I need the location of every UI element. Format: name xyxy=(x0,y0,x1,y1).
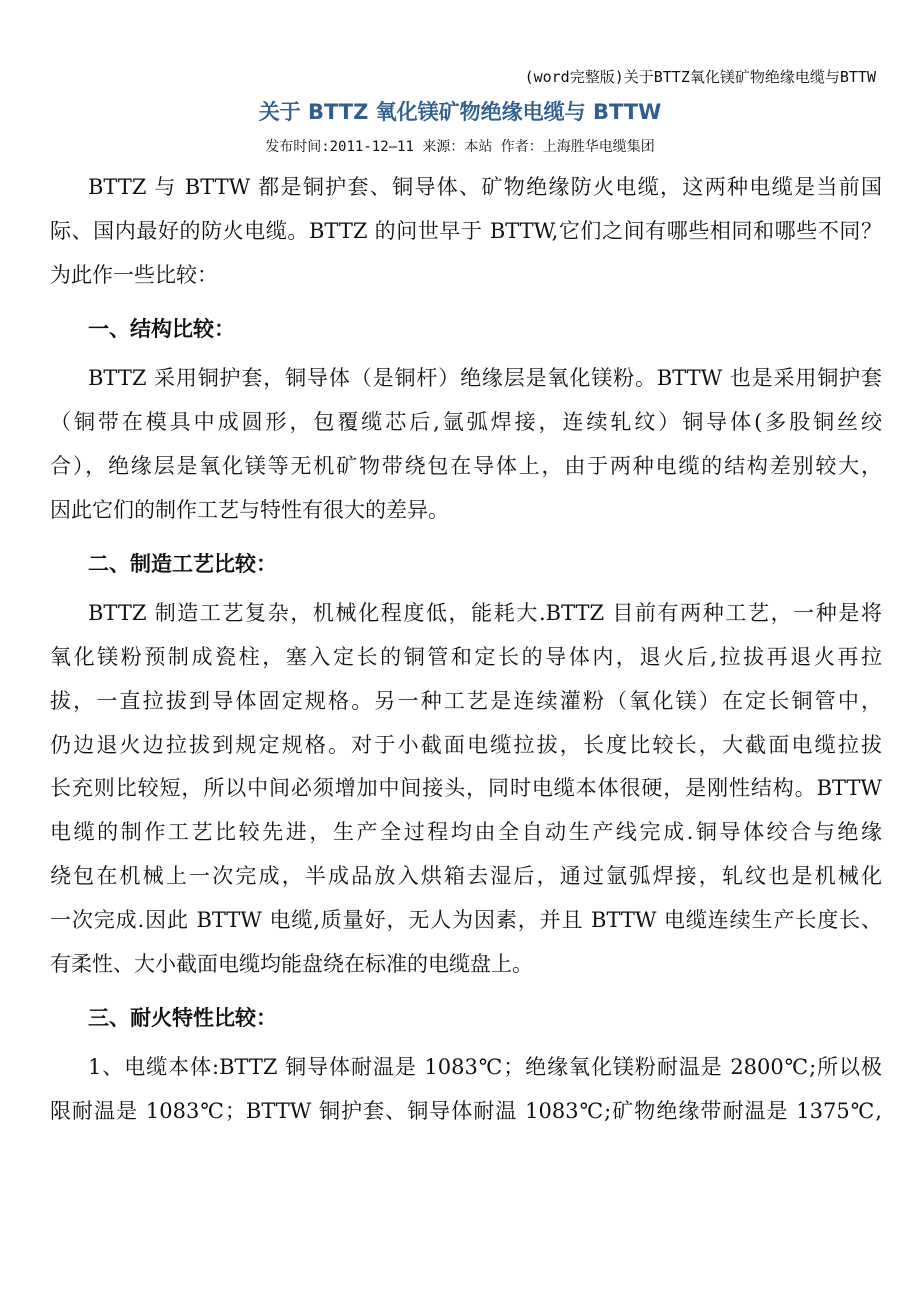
article-body xyxy=(50,166,882,1134)
section-heading: 一、结构比较： xyxy=(88,316,235,342)
article-title: 关于 BTTZ 氧化镁矿物绝缘电缆与 BTTW xyxy=(258,100,662,124)
section-heading: 三、耐火特性比较： xyxy=(88,1005,277,1031)
paragraph-line: 绕包在机械上一次完成，半成品放入烘箱去湿后，通过氩弧焊接，轧纹也是机械化 xyxy=(50,863,882,888)
paragraph-line: 1、电缆本体:BTTZ 铜导体耐温是 1083℃；绝缘氧化镁粉耐温是 2800℃;所以极 xyxy=(88,1055,882,1080)
paragraph-line: 合），绝缘层是氧化镁等无机矿物带绕包在导体上，由于两种电缆的结构差别较大， xyxy=(50,453,882,478)
paragraph xyxy=(50,357,882,532)
paragraph-line: 仍边退火边拉拔到规定规格。对于小截面电缆拉拔，长度比较长，大截面电缆拉拔 xyxy=(50,732,882,757)
paragraph xyxy=(50,1046,882,1134)
paragraph xyxy=(50,166,882,297)
paragraph-line: 际、国内最好的防火电缆。BTTZ 的问世早于 BTTW,它们之间有哪些相同和哪些不同？ xyxy=(50,218,882,243)
paragraph-line: 因此它们的制作工艺与特性有很大的差异。 xyxy=(50,497,449,522)
paragraph-line: 一次完成.因此 BTTW 电缆,质量好，无人为因素，并且 BTTW 电缆连续生产长度长、 xyxy=(50,907,882,932)
section-heading: 二、制造工艺比较： xyxy=(88,551,277,577)
paragraph-line: （铜带在模具中成圆形，包覆缆芯后,氩弧焊接，连续轧纹）铜导体(多股铜丝绞 xyxy=(50,409,882,434)
paragraph-line: 限耐温是 1083℃；BTTW 铜护套、铜导体耐温 1083℃;矿物绝缘带耐温是 1375℃, xyxy=(50,1098,882,1123)
paragraph-line: 拔，一直拉拔到导体固定规格。另一种工艺是连续灌粉（氧化镁）在定长铜管中， xyxy=(50,688,882,713)
paragraph-line: 氧化镁粉预制成瓷柱，塞入定长的铜管和定长的导体内，退火后,拉拔再退火再拉 xyxy=(50,644,882,669)
paragraph-line: 长充则比较短，所以中间必须增加中间接头，同时电缆本体很硬，是刚性结构。BTTW xyxy=(50,776,882,801)
paragraph-line: BTTZ 制造工艺复杂，机械化程度低，能耗大.BTTZ 目前有两种工艺，一种是将 xyxy=(88,601,882,626)
article-meta: 发布时间:2011-12—11 来源：本站 作者：上海胜华电缆集团 xyxy=(265,139,655,155)
paragraph-line: BTTZ 与 BTTW 都是铜护套、铜导体、矿物绝缘防火电缆，这两种电缆是当前国 xyxy=(88,175,882,199)
paragraph-line: 为此作一些比较： xyxy=(50,262,218,287)
paragraph-line: 有柔性、大小截面电缆均能盘绕在标准的电缆盘上。 xyxy=(50,951,533,976)
paragraph-line: BTTZ 采用铜护套，铜导体（是铜杆）绝缘层是氧化镁粉。BTTW 也是采用铜护套 xyxy=(88,366,882,391)
paragraph-line: 电缆的制作工艺比较先进，生产全过程均由全自动生产线完成.铜导体绞合与绝缘 xyxy=(50,820,882,845)
page-header: (word完整版)关于BTTZ氧化镁矿物绝缘电缆与BTTW xyxy=(524,68,876,86)
paragraph xyxy=(50,592,882,986)
